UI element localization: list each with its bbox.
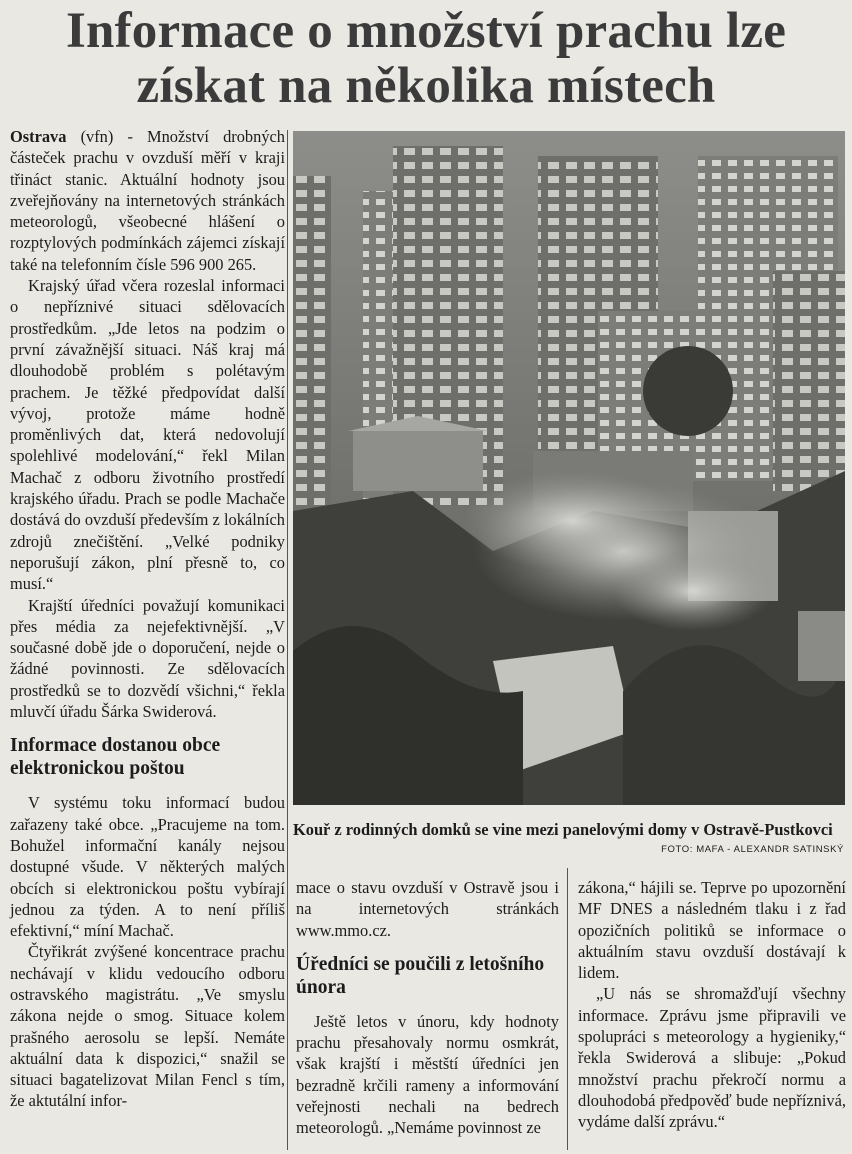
body-paragraph: mace o stavu ovzduší v Ostravě jsou i na internetových stránkách www.mmo.cz. [296,878,559,940]
photo-caption: Kouř z rodinných domků se vine mezi panelovými domy v Ostravě-Pustkovci [293,820,833,839]
body-paragraph: V systému toku informací budou zařazeny také obce. „Pracujeme na tom. Bohužel informační kanály nejsou dostupné všude. V některých malých obcích si elektronickou poštu vybírají jednou za týden. A to není příliš efektivní,“ míní Machač. [10,793,285,941]
column-divider [287,130,288,1150]
column-divider [567,868,568,1150]
headline: Informace o množství prachu lze získat na několika místech [65,3,787,114]
subheading: Informace dostanou obce elektronickou poštou [10,735,221,780]
lead-paragraph: Ostrava (vfn) - Množství drobných částeček prachu v ovzduší měří v kraji třináct stanic. Aktuální hodnoty jsou zveřejňovány na internetových stránkách meteorologů, všeobecné hlášení o rozptylových podmínkách zájemci získají také na telefonním čísle 596 900 265. [10,127,285,274]
body-paragraph: Krajský úřad včera rozeslal informaci o nepříznivé situaci sdělovacích prostředkům. „Jde letos na podzim o první závažnější situaci. Náš kraj má dlouhodobě problém s polétavým prachem. Je těžké předpovídat další vývoj, protože máme hodně proměnlivých dat, která nedovolují spolehlivé modelování,“ řekl Milan Machač z odboru životního prostředí krajského úřadu. Prach se podle Machače dostává do ovzduší především z lokálních zdrojů znečištění. „Velké podniky neporušují zákon, plní přesně to, co musí.“ [10,276,285,594]
dateline: Ostrava [10,127,67,146]
column-3 [578,877,846,1133]
body-paragraph: zákona,“ hájili se. Teprve po upozornění MF DNES a následném tlaku i z řad opozičních politiků se informace o aktuálním stavu ovzduší dostávají k lidem. [578,878,846,983]
subheading: Úředníci se poučili z letošního února [296,953,545,998]
body-paragraph: Ještě letos v únoru, kdy hodnoty prachu přesahovaly normu osmkrát, však krajští i městští úředníci jen bezradně krčili rameny a informování veřejnosti nechali na bedrech meteorologů. „Nemáme povinnost ze [296,1011,559,1138]
body-paragraph: „U nás se shromažďují všechny informace. Zprávu jsme připravili ve spolupráci s meteorology a hygieniky,“ řekla Swiderová a slibuje: „Pokud množství prachu překročí normu a dlouhodobá předpověď bude nepříznivá, vydáme další zprávu.“ [578,984,846,1132]
column-1 [10,126,285,1112]
body-paragraph: Čtyřikrát zvýšené koncentrace prachu nechávají v klidu vedoucího odboru ostravského magistrátu. „Ve smyslu zákona nejde o smog. Situace kolem prašného aerosolu se lepší. Nemáte aktuální data k dispozici,“ snažil se situaci bagatelizovat Milan Fencl s tím, že aktutální infor- [10,942,285,1111]
column-2 [296,877,559,1139]
news-photo [293,131,845,805]
body-paragraph: Krajští úředníci považují komunikaci přes média za nejefektivnější. „V současné době jde o doporučení, nejde o žádné povinnosti. Ze sdělovacích prostředků se to dozvědí všichni,“ řekla mluvčí úřadu Šárka Swiderová. [10,595,285,722]
photo-illustration [293,131,845,805]
photo-credit: FOTO: MAFA - ALEXANDR SATINSKÝ [661,844,844,855]
